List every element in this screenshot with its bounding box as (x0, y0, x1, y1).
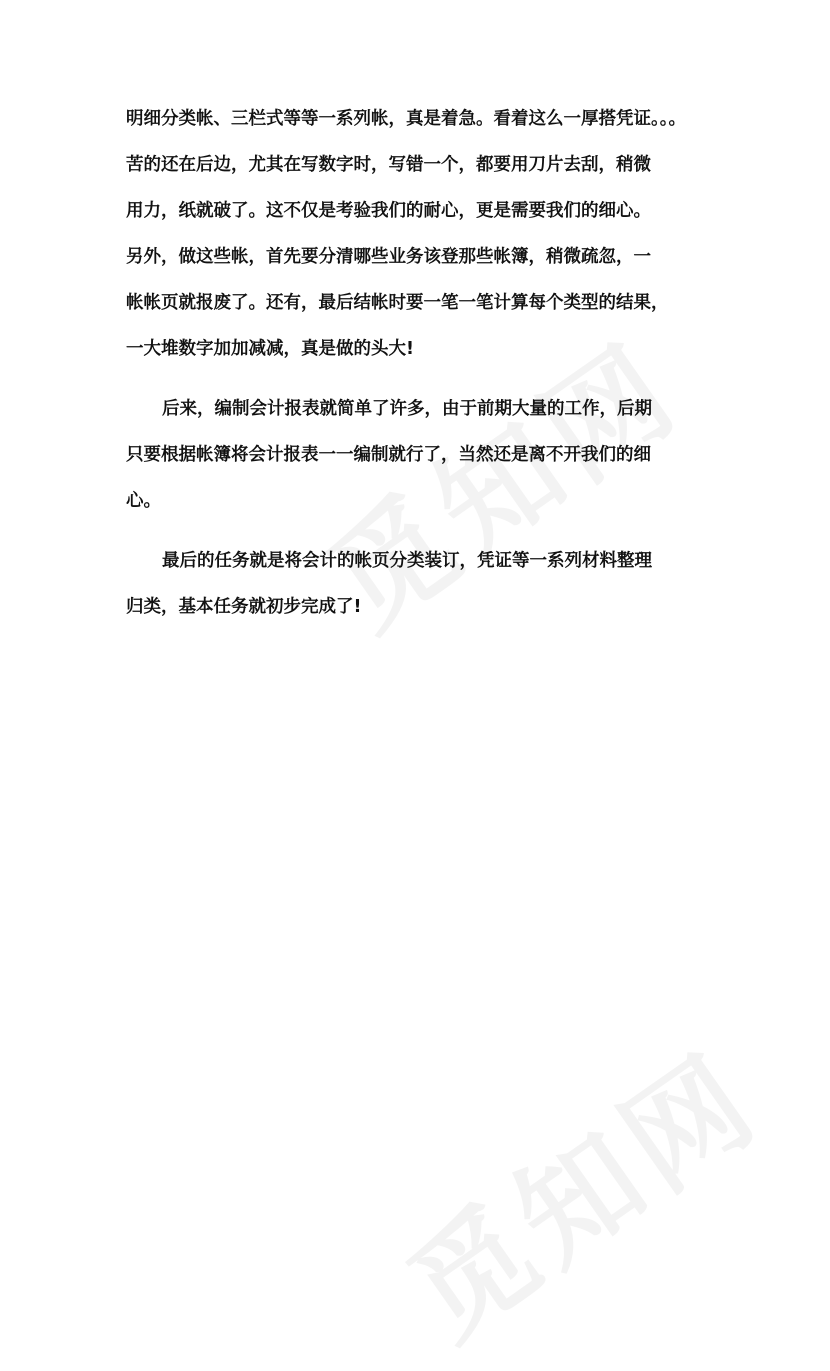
paragraph-line: 只要根据帐簿将会计报表一一编制就行了，当然还是离不开我们的细 (126, 445, 651, 465)
document-body (126, 96, 726, 630)
paragraph-line: 明细分类帐、三栏式等等一系列帐，真是着急。看着这么一厚搭凭证。。。 (126, 109, 686, 129)
paragraph-3 (126, 538, 726, 630)
paragraph-line: 帐帐页就报废了。还有，最后结帐时要一笔一笔计算每个类型的结果， (126, 293, 669, 313)
paragraph-1 (126, 96, 726, 372)
paragraph-line: 用力，纸就破了。这不仅是考验我们的耐心，更是需要我们的细心。 (126, 201, 651, 221)
watermark (370, 1006, 788, 1371)
paragraph-line: 后来，编制会计报表就简单了许多，由于前期大量的工作，后期 (162, 399, 652, 419)
paragraph-line: 苦的还在后边，尤其在写数字时，写错一个，都要用刀片去刮，稍微 (126, 155, 651, 175)
paragraph-line: 归类，基本任务就初步完成了! (126, 597, 362, 617)
paragraph-line: 另外，做这些帐，首先要分清哪些业务该登那些帐簿，稍微疏忽，一 (126, 247, 651, 267)
paragraph-line: 一大堆数字加加减减，真是做的头大! (126, 339, 414, 359)
paragraph-2 (126, 386, 726, 524)
paragraph-line: 心。 (126, 491, 161, 511)
paragraph-line: 最后的任务就是将会计的帐页分类装订，凭证等一系列材料整理 (162, 551, 652, 571)
